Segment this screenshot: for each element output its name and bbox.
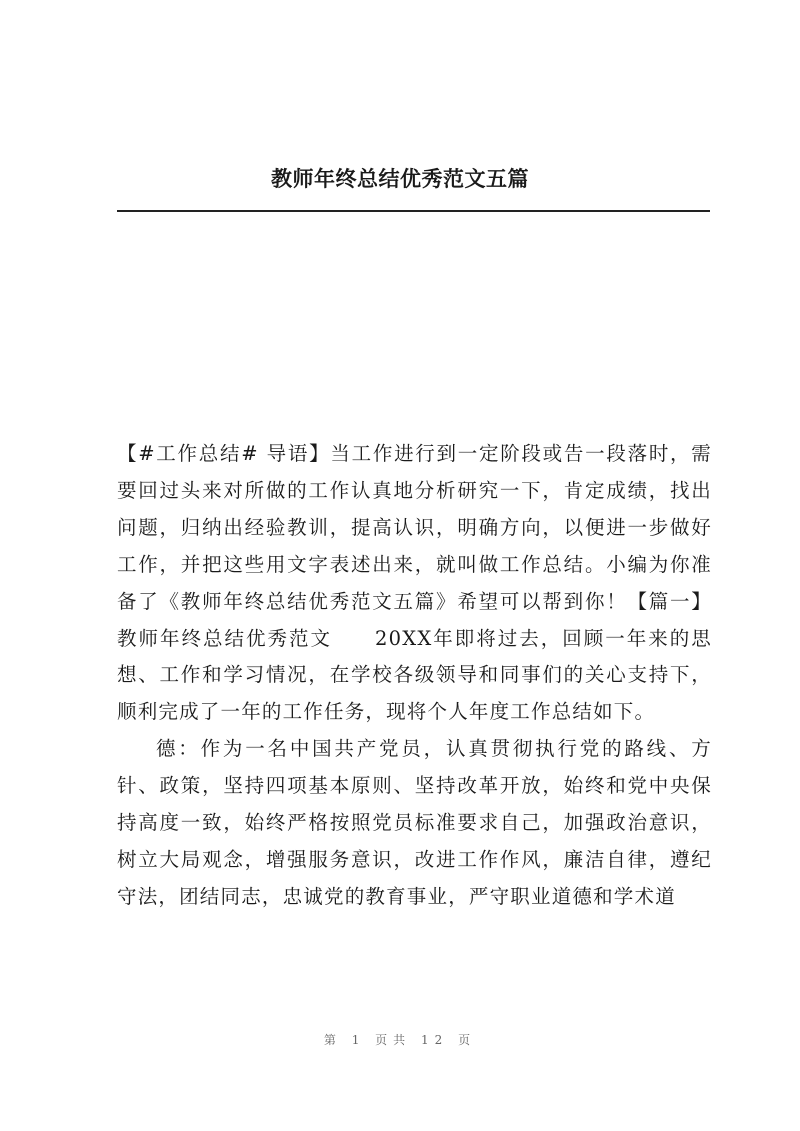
title-divider <box>117 210 710 212</box>
paragraph-virtue: 德：作为一名中国共产党员，认真贯彻执行党的路线、方针、政策，坚持四项基本原则、坚持改革开放，始终和党中央保持高度一致，始终严格按照党员标准要求自己，加强政治意识，树立大局观念，增强服务意识，改进工作作风，廉洁自律，遵纪守法，团结同志，忠诚党的教育事业，严守职业道德和学术道 <box>117 737 712 908</box>
paragraph-intro: 【#工作总结# 导语】当工作进行到一定阶段或告一段落时，需要回过头来对所做的工作认真地分析研究一下，肯定成绩，找出问题，归纳出经验教训，提高认识，明确方向，以便进一步做好工作，并把这些用文字表述出来，就叫做工作总结。小编为你准备了《教师年终总结优秀范文五篇》希望可以帮到你！【篇一】教师年终总结优秀范文 20XX年即将过去，回顾一年来的思想、工作和学习情况，在学校各级领导和同事们的关心支持下，顺利完成了一年的工作任务，现将个人年度工作总结如下。 <box>117 442 712 724</box>
page-title: 教师年终总结优秀范文五篇 <box>271 166 529 191</box>
page-footer: 第 1 页共 12 页 <box>323 1033 477 1047</box>
document-body <box>117 436 712 916</box>
